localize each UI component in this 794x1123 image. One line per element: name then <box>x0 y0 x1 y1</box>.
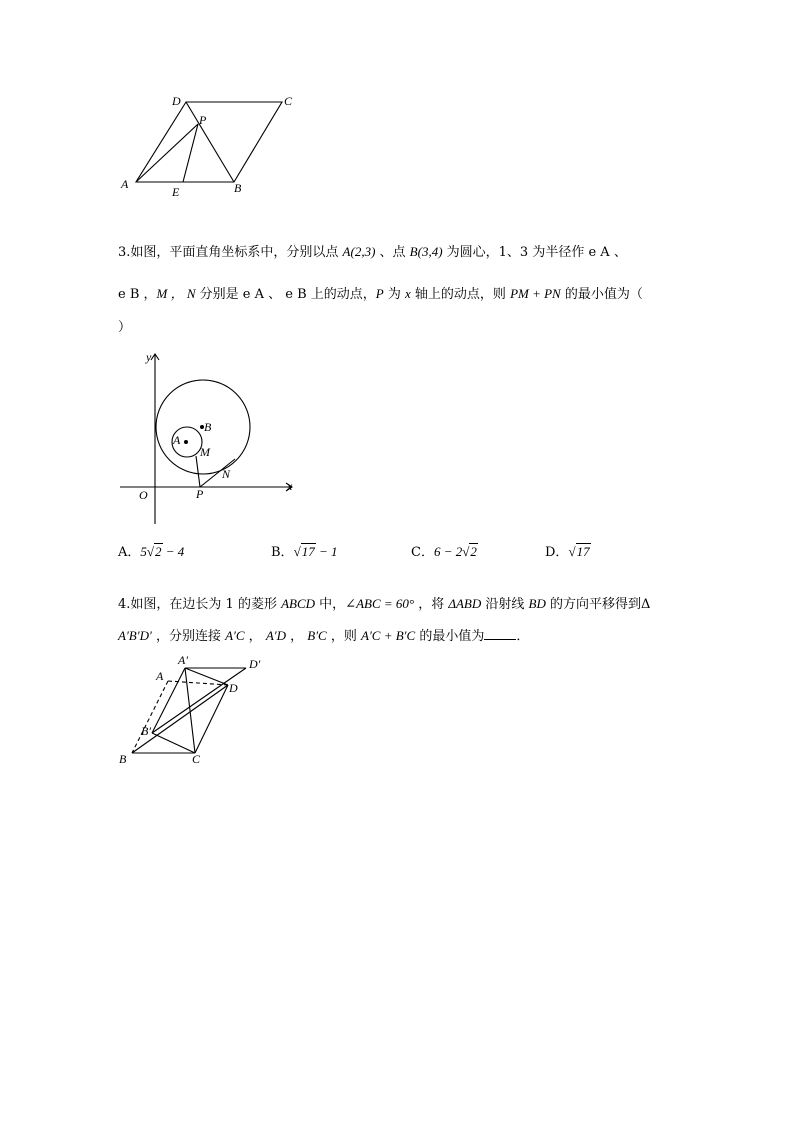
diagonal-bd <box>132 685 228 753</box>
label-a: A <box>156 669 164 683</box>
parallelogram-abcd <box>136 102 282 182</box>
q3-line-2: e B ，M ， N 分别是 e A 、 e B 上的动点，P 为 x 轴上的动点，则 PM + PN 的最小值为（ <box>118 286 643 302</box>
label-o: O <box>139 488 148 502</box>
label-d: D <box>172 94 181 108</box>
segment-b1d1 <box>152 668 246 733</box>
q3-line-3: ） <box>118 320 132 335</box>
q3-line-1: 3.如图，平面直角坐标系中，分别以点 A(2,3) 、点 B(3,4) 为圆心，1、3 为半径作 e A 、 <box>118 244 627 260</box>
label-e: E <box>172 185 180 199</box>
figure-1-parallelogram <box>110 88 310 203</box>
label-x: x <box>287 479 293 493</box>
q3-option-b: B．√17 − 1 <box>271 544 338 560</box>
label-a: A <box>173 433 181 447</box>
figure-3-rhombus-translation <box>110 650 280 770</box>
label-m: M <box>200 445 210 459</box>
segment-ab-dashed <box>132 681 168 753</box>
label-b-prime: B′ <box>141 724 151 738</box>
label-b: B <box>119 752 127 766</box>
q3-option-c: C．6 − 2√2 <box>411 544 477 560</box>
answer-blank[interactable] <box>484 627 516 640</box>
segment-mp <box>196 456 200 487</box>
segment-b1c <box>152 733 195 753</box>
label-p: P <box>196 487 204 501</box>
label-p: P <box>199 113 207 127</box>
segment-ep <box>183 124 198 182</box>
segment-a1c <box>185 668 195 753</box>
label-a-prime: A′ <box>178 653 188 667</box>
figure-2-coordinate-circles <box>110 346 310 528</box>
q3-option-d: D．√17 <box>545 544 590 560</box>
label-a: A <box>121 177 129 191</box>
label-d-prime: D′ <box>249 657 261 671</box>
label-d: D <box>229 681 238 695</box>
segment-cd <box>195 685 228 753</box>
point-a-dot <box>184 440 188 444</box>
label-c: C <box>192 752 201 766</box>
label-b: B <box>234 181 242 195</box>
q4-line-1: 4.如图，在边长为 1 的菱形 ABCD 中，∠ABC = 60° ，将 ΔABD 沿射线 BD 的方向平移得到Δ <box>118 596 651 612</box>
label-c: C <box>284 94 293 108</box>
q3-option-a: A．5√2 − 4 <box>118 544 185 560</box>
label-b: B <box>204 420 212 434</box>
q4-line-2: A′B′D′ ，分别连接 A′C ， A′D ， B′C ，则 A′C + B′C 的最小值为 ． <box>118 628 530 644</box>
label-n: N <box>222 467 231 481</box>
label-y: y <box>146 350 152 364</box>
